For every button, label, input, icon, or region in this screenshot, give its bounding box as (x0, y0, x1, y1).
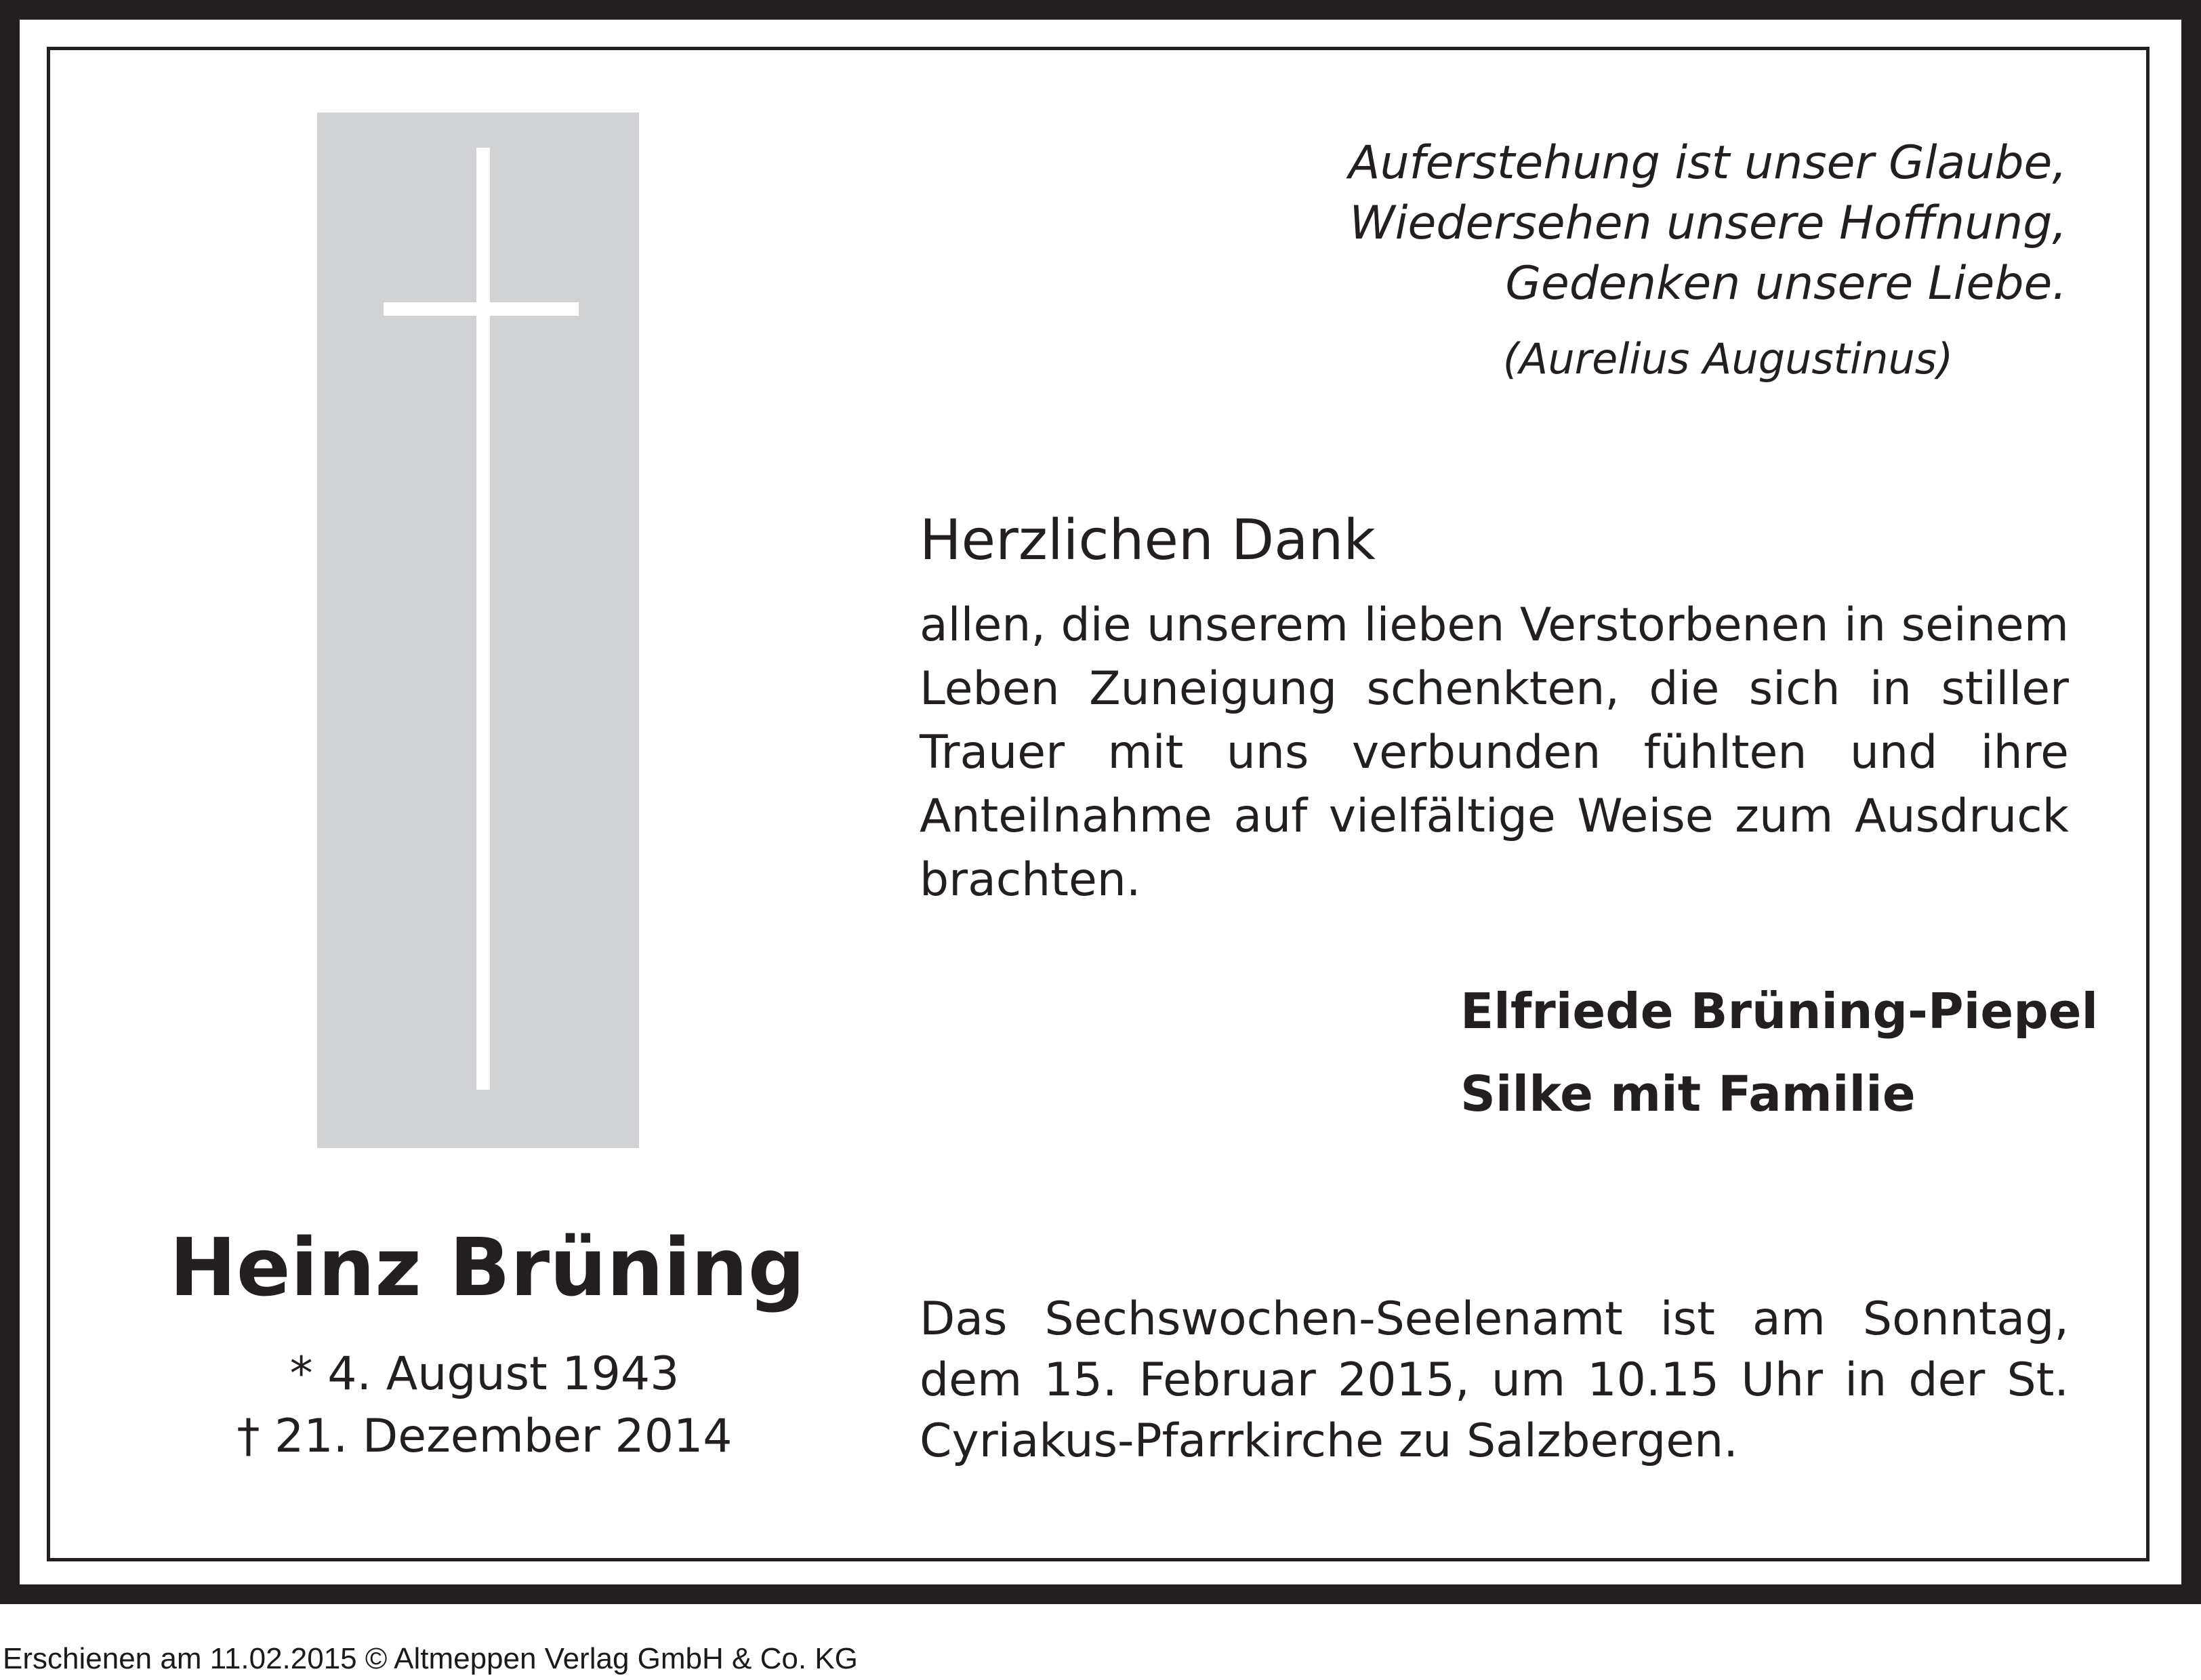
cross-icon (476, 148, 490, 1090)
death-date: † 21. Dezember 2014 (236, 1410, 733, 1463)
thanks-body: allen, die unserem lieben Verstorbenen in seinem Leben Zuneigung schenkten, die sich in stiller Trauer mit uns verbunden fühlten und ihre Anteilnahme auf vielfältige Weise zum Ausdruck brachten. (920, 598, 2069, 907)
service-notice: Das Sechswochen-Seelenamt ist am Sonntag, dem 15. Februar 2015, um 10.15 Uhr in der St. Cyriakus-Pfarrkirche zu Salzbergen. (920, 1292, 2069, 1468)
memorial-quote (1288, 133, 2067, 314)
thanks-heading: Herzlichen Dank (920, 508, 1376, 573)
birth-date: * 4. August 1943 (289, 1347, 680, 1401)
cross-panel (317, 112, 639, 1148)
publication-credit: Erschienen am 11.02.2015 © Altmeppen Verlag GmbH & Co. KG (3, 1642, 858, 1675)
quote-author: (Aurelius Augustinus) (1502, 334, 1954, 384)
quote-line: Wiedersehen unsere Hoffnung, (1349, 197, 2067, 250)
quote-line: Auferstehung ist unser Glaube, (1349, 136, 2067, 190)
deceased-name: Heinz Brüning (169, 1221, 806, 1314)
cross-icon-crossbar (384, 302, 579, 316)
signer-name: Elfriede Brüning-Piepel (1460, 983, 2099, 1040)
signer-name: Silke mit Familie (1460, 1065, 1916, 1122)
quote-line: Gedenken unsere Liebe. (1505, 257, 2067, 310)
